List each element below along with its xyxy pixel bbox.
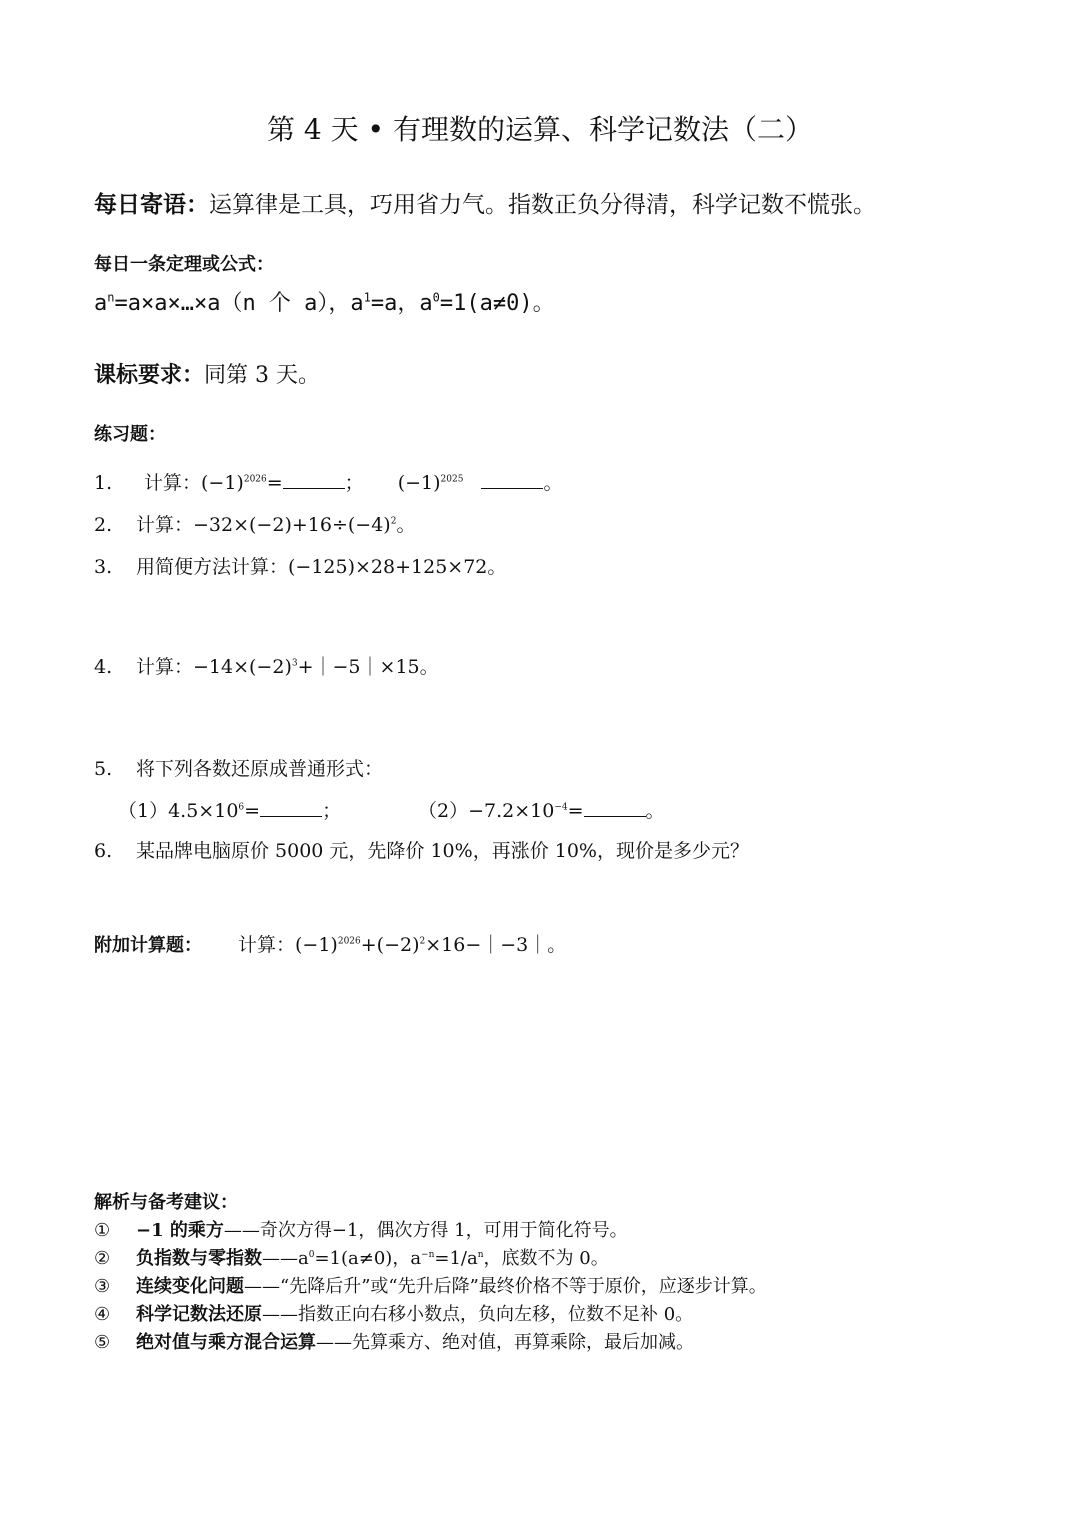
page-title: 第 4 天 • 有理数的运算、科学记数法（二） xyxy=(267,113,813,146)
answer-blank xyxy=(260,800,322,817)
analysis-item-4: ④ 科学记数法还原——指数正向右移小数点，负向左移，位数不足补 0。 xyxy=(94,1304,694,1325)
extra-label: 附加计算题： xyxy=(94,935,202,956)
question-5: 5. 将下列各数还原成普通形式： xyxy=(94,758,384,780)
motto-text: 运算律是工具，巧用省力气。指数正负分得清，科学记数不慌张。 xyxy=(209,192,876,218)
question-5-part-1: $(1)4.5\times 10^6=$ ； xyxy=(118,800,342,822)
question-4: 4. 计算：$-14\times(-2)^3+|-5|\times 15$。 xyxy=(94,656,439,678)
question-3: 3. 用简便方法计算：(−125)×28+125×72。 xyxy=(94,556,507,578)
analysis-item-1: ① −1 的乘方——奇次方得−1，偶次方得 1，可用于简化符号。 xyxy=(94,1220,628,1241)
question-1: 1. 计算：$(-1)^{2026}=$ ； $(-1)^{2025}$ 。 xyxy=(94,472,563,494)
analysis-item-2: ② 负指数与零指数$——a^0=1(a\ne 0)$，$a^{-n}=1/a^n$，底数不为 0。 xyxy=(94,1248,609,1269)
answer-blank xyxy=(584,800,646,817)
analysis-item-3: ③ 连续变化问题——“先降后升”或“先升后降”最终价格不等于原价，应逐步计算。 xyxy=(94,1276,767,1297)
question-6: 6. 某品牌电脑原价 5000 元，先降价 10%，再涨价 10%，现价是多少元？ xyxy=(94,840,749,862)
answer-blank xyxy=(283,472,345,489)
exercises-heading: 练习题： xyxy=(94,424,166,445)
answer-blank xyxy=(481,472,543,489)
formula-heading: 每日一条定理或公式： xyxy=(94,254,274,275)
curriculum-requirement xyxy=(94,358,320,389)
formula-line: $a^n=a\times a\times\dots\times a(n$ 个 a），$a^1=a$，$a^0=1(a\ne 0)$。 xyxy=(94,290,555,316)
question-2: 2. 计算：$-32\times(-2)+16\div(-4)^2$。 xyxy=(94,514,416,536)
analysis-item-5: ⑤ 绝对值与乘方混合运算——先算乘方、绝对值，再算乘除，最后加减。 xyxy=(94,1332,694,1353)
analysis-heading: 解析与备考建议： xyxy=(94,1192,238,1213)
extra-question: 附加计算题： 计算：$(-1)^{2026}+(-2)^2\times 16-|-3|$。 xyxy=(94,934,567,956)
daily-motto xyxy=(94,186,876,219)
motto-label: 每日寄语： xyxy=(94,191,209,218)
question-5-part-2: $(2)-7.2\times 10^{-4}=$ 。 xyxy=(418,800,665,822)
requirement-text: 同第 3 天。 xyxy=(204,363,320,388)
requirement-label: 课标要求： xyxy=(94,362,205,388)
